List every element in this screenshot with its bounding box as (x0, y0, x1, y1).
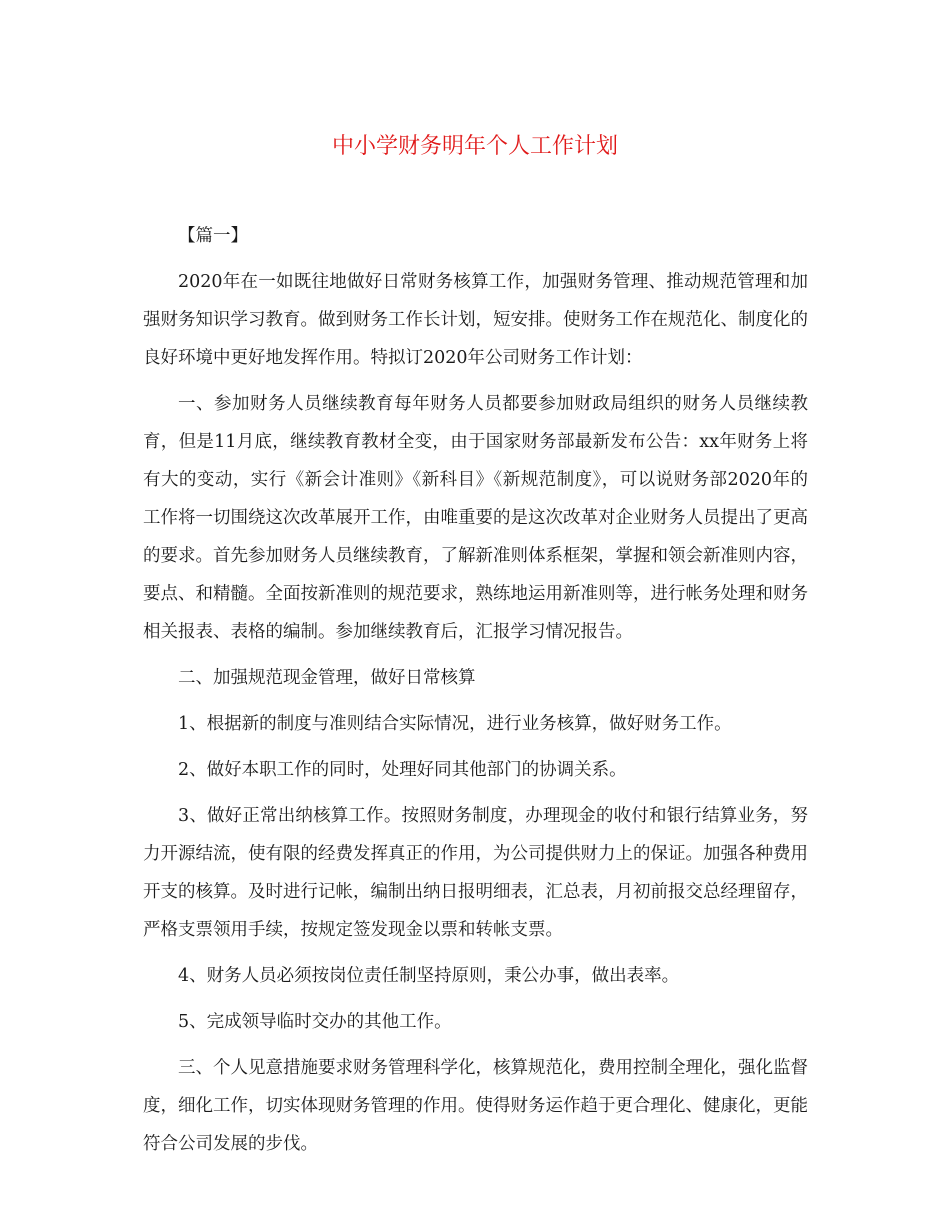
document-body (143, 217, 808, 1171)
paragraph-item-2: 2、做好本职工作的同时，处理好同其他部门的协调关系。 (178, 760, 627, 780)
paragraph-item-5: 5、完成领导临时交办的其他工作。 (178, 1012, 452, 1032)
section-label: 【篇一】 (178, 226, 248, 246)
paragraph-section-three: 三、个人见意措施要求财务管理科学化，核算规范化，费用控制全理化，强化监督度，细化工作，切实体现财务管理的作用。使得财务运作趋于更合理化、健康化，更能符合公司发展的步伐。 (143, 1058, 808, 1154)
paragraph-section-two-heading: 二、加强规范现金管理，做好日常核算 (178, 668, 476, 688)
paragraph-section-one: 一、参加财务人员继续教育每年财务人员都要参加财政局组织的财务人员继续教育，但是11月底，继续教育教材全变，由于国家财务部最新发布公告：xx年财务上将有大的变动，实行《新会计准则》《新科目》《新规范制度》，可以说财务部2020年的工作将一切围绕这次改革展开工作，由唯重要的是这次改革对企业财务人员提出了更高的要求。首先参加财务人员继续教育，了解新准则体系框架，掌握和领会新准则内容，要点、和精髓。全面按新准则的规范要求，熟练地运用新准则等，进行帐务处理和财务相关报表、表格的编制。参加继续教育后，汇报学习情况报告。 (143, 394, 808, 642)
paragraph-item-3: 3、做好正常出纳核算工作。按照财务制度，办理现金的收付和银行结算业务，努力开源结流，使有限的经费发挥真正的作用，为公司提供财力上的保证。加强各种费用开支的核算。及时进行记帐，编制出纳日报明细表，汇总表，月初前报交总经理留存，严格支票领用手续，按规定签发现金以票和转帐支票。 (143, 806, 808, 940)
paragraph-item-4: 4、财务人员必须按岗位责任制坚持原则，秉公办事，做出表率。 (178, 966, 680, 986)
paragraph-item-1: 1、根据新的制度与准则结合实际情况，进行业务核算，做好财务工作。 (178, 714, 732, 734)
document-title: 中小学财务明年个人工作计划 (331, 134, 618, 159)
paragraph-intro: 2020年在一如既往地做好日常财务核算工作，加强财务管理、推动规范管理和加强财务知识学习教育。做到财务工作长计划，短安排。使财务工作在规范化、制度化的良好环境中更好地发挥作用。特拟订2020年公司财务工作计划： (143, 272, 808, 368)
